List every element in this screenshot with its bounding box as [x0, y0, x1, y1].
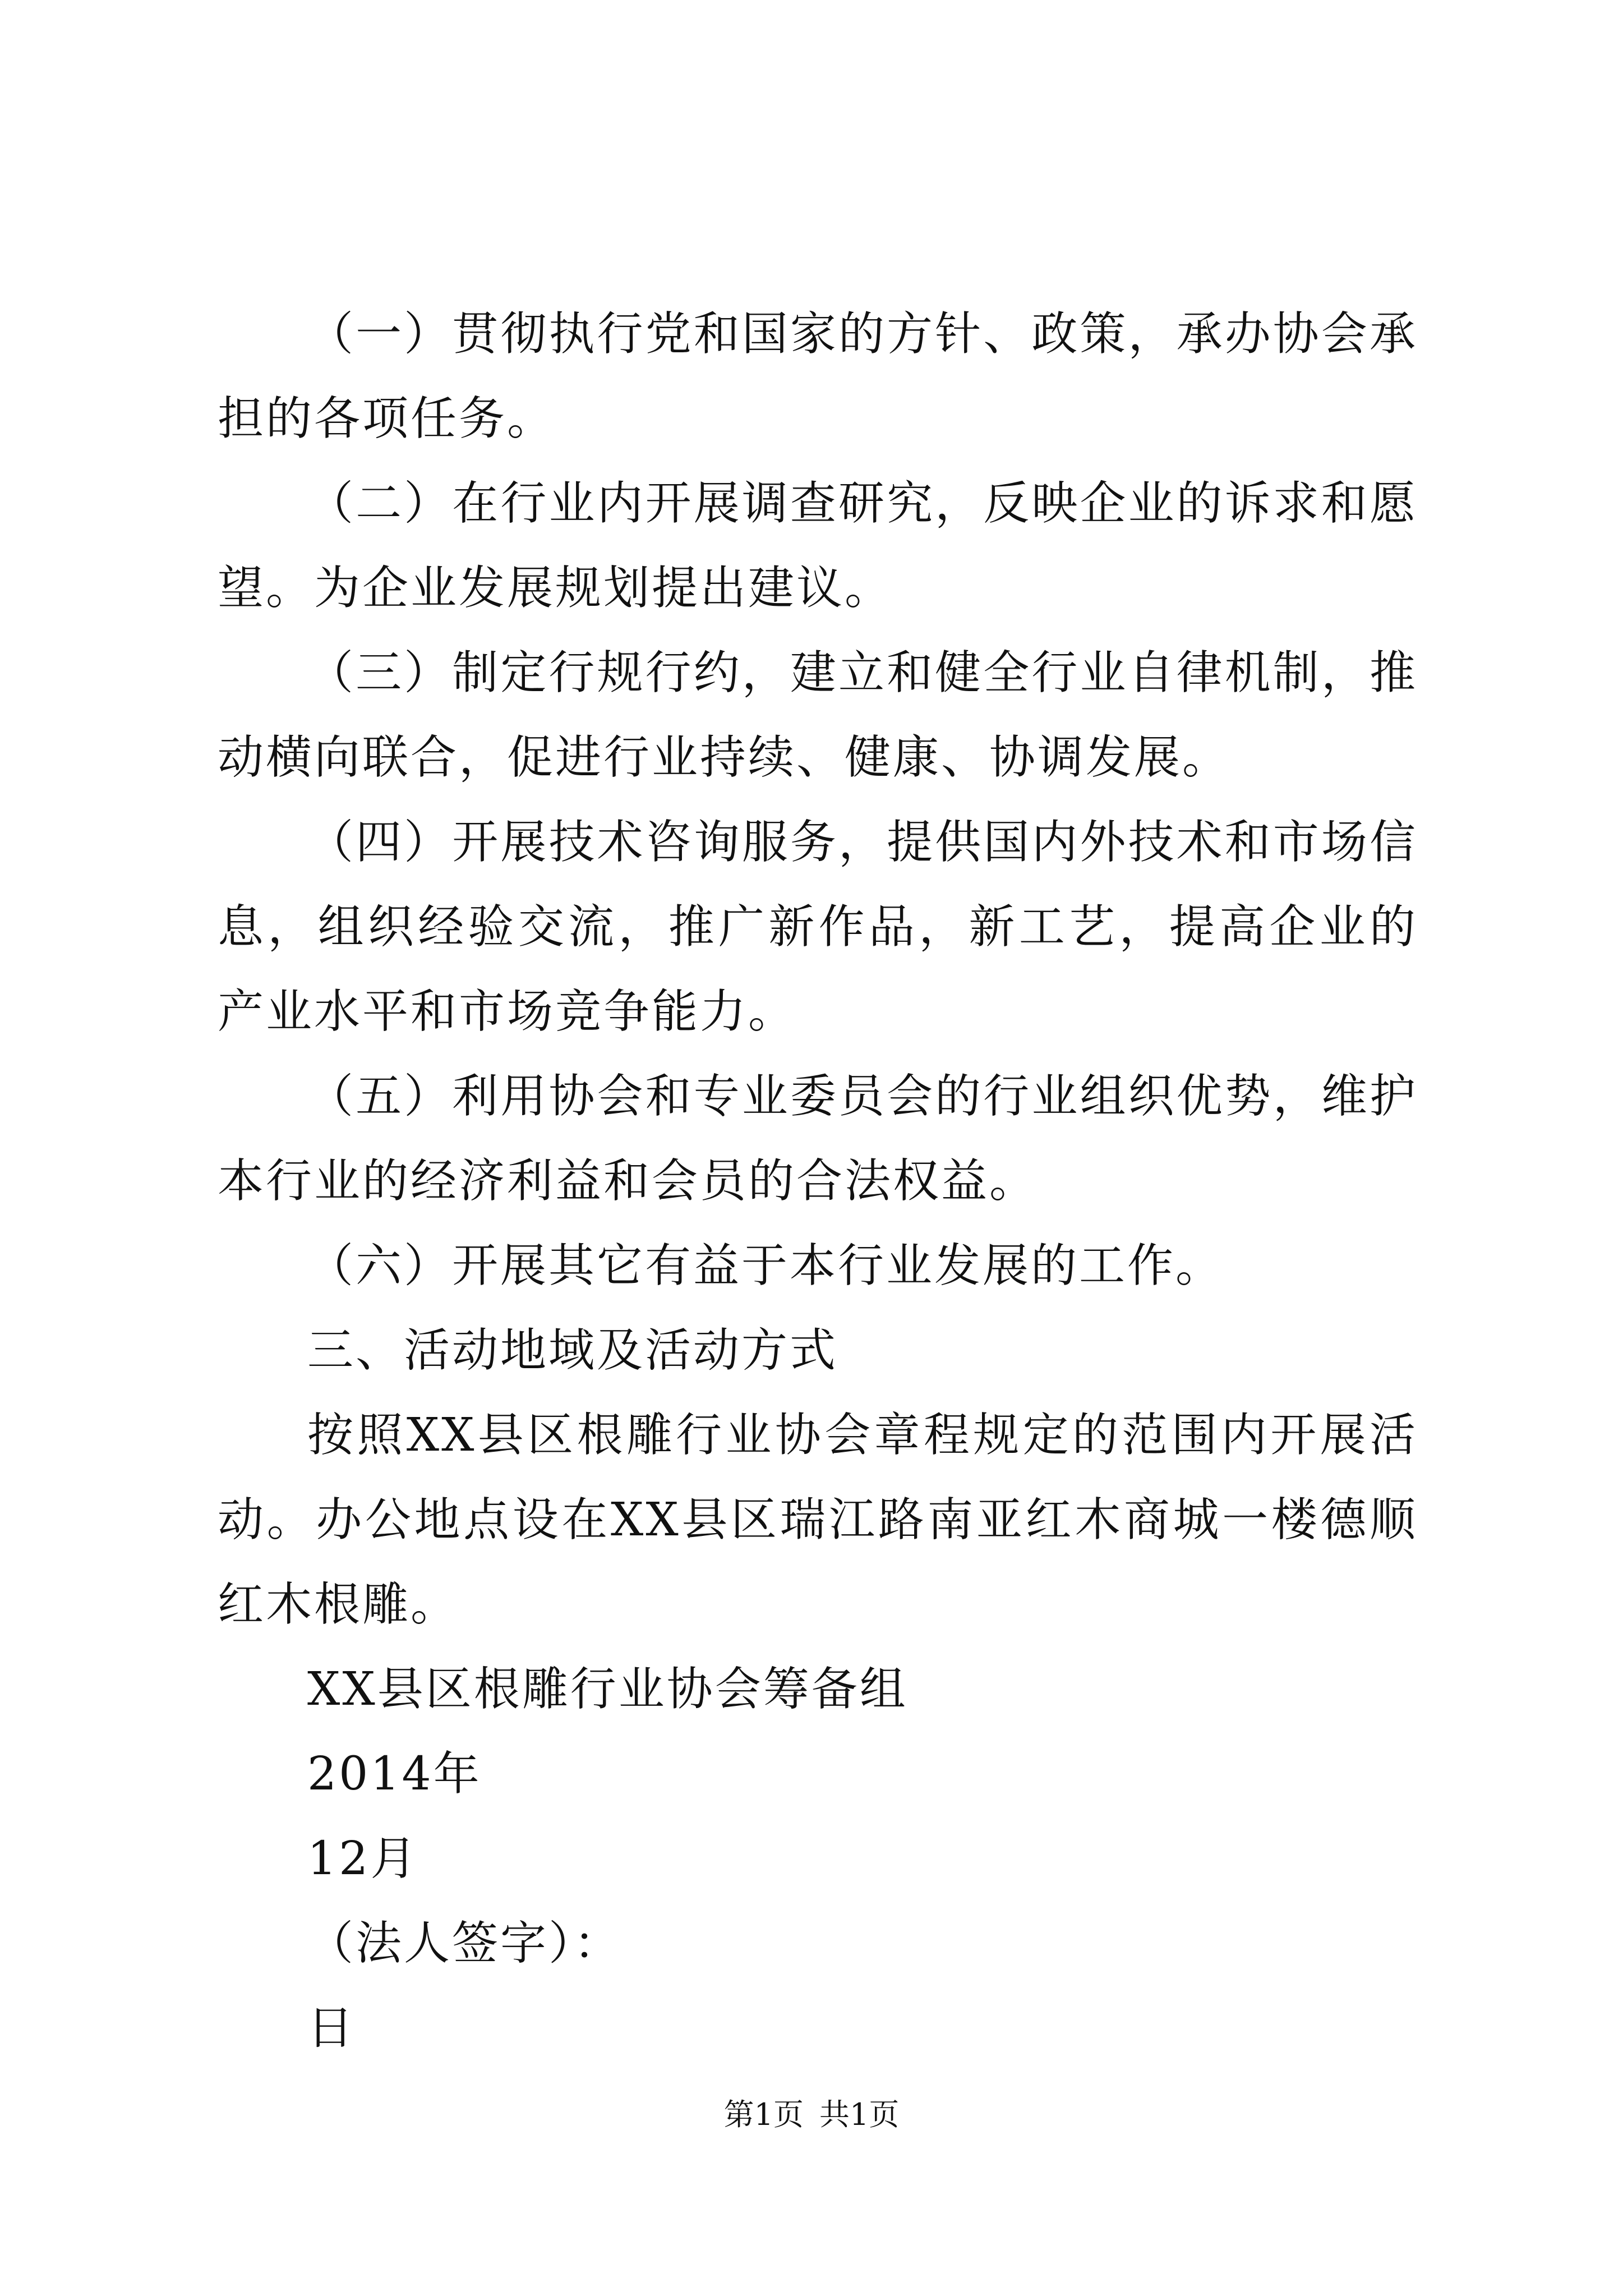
- page-footer: [0, 2095, 1623, 2134]
- paragraph-duty-1: （一）贯彻执行党和国家的方针、政策，承办协会承担的各项任务。: [218, 307, 1418, 445]
- section-heading: 三、活动地域及活动方式: [307, 1324, 838, 1377]
- document-body: [218, 292, 1418, 2070]
- legal-signature-label: （法人签字）：: [307, 1917, 623, 1970]
- paragraph-duty-4: （四）开展技术咨询服务，提供国内外技术和市场信息，组织经验交流，推广新作品，新工艺，提高企业的产业水平和市场竞争能力。: [218, 816, 1418, 1038]
- section-paragraph: 按照XX县区根雕行业协会章程规定的范围内开展活动。办公地点设在XX县区瑞江路南亚红木商城一楼德顺红木根雕。: [218, 1409, 1418, 1631]
- paragraph-duty-3: （三）制定行规行约，建立和健全行业自律机制，推动横向联合，促进行业持续、健康、协调发展。: [218, 646, 1418, 784]
- page-total: 共1页: [819, 2097, 900, 2132]
- paragraph-duty-6: （六）开展其它有益于本行业发展的工作。: [307, 1239, 1224, 1292]
- signature-day: 日: [307, 2001, 356, 2055]
- page-number: 第1页: [723, 2097, 804, 2132]
- paragraph-duty-5: （五）利用协会和专业委员会的行业组织优势，维护本行业的经济利益和会员的合法权益。: [218, 1070, 1418, 1208]
- paragraph-duty-2: （二）在行业内开展调查研究，反映企业的诉求和愿望。为企业发展规划提出建议。: [218, 477, 1418, 615]
- signature-organization: XX县区根雕行业协会筹备组: [307, 1663, 908, 1716]
- signature-month: 12月: [307, 1832, 419, 1885]
- signature-year: 2014年: [307, 1747, 482, 1801]
